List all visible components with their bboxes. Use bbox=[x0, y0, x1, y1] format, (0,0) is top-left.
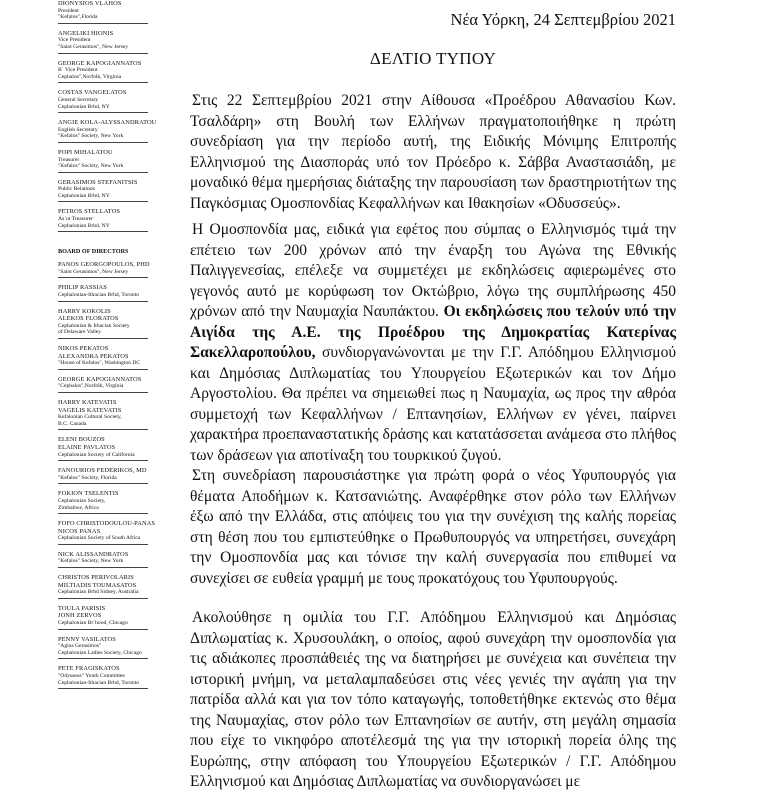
officer-name: ANGIE KOLA-ALYSSANDRATOU bbox=[58, 119, 157, 127]
board-member-detail: Cephalonian Society, bbox=[58, 497, 106, 504]
board-member-detail: "House of Kefalos", Washington DC bbox=[58, 360, 141, 367]
board-member-name: NIKOS PEKATOS bbox=[58, 345, 109, 352]
officer-name: PETROS STELLATOS bbox=[58, 208, 121, 216]
board-member-name: PHILIP RASSIAS bbox=[58, 284, 107, 292]
board-member-entry bbox=[58, 665, 178, 689]
divider bbox=[58, 629, 148, 630]
paragraph-2-text-b: συνδιοργανώνονται με την Γ.Γ. Απόδημου Ελληνισμού και Δημόσιας Διπλωματίας του Υπουργείου Εξωτερικών και τον Δήμο Αργοστολίου. Θα πρέπει να σημειωθεί πως η Ναυμαχία, ως προς την αθρόα συμμετοχή των Κεφαλλήνων / Επτανησίων, Ελλήνων εν γένει, παίρνει χαρακτήρα προεπαναστατικής δράσης και κατατάσσεται ανάμεσα στο πλήθος των δράσεων για αποτίναξη του τουρκικού ζυγού. bbox=[190, 344, 677, 464]
officer-entry bbox=[58, 119, 178, 143]
officer-detail: As΄nt Treasurer bbox=[58, 216, 93, 223]
board-member-name: ELAINE PAVLATOS bbox=[58, 443, 116, 451]
officer-detail: "Kefalos" Society, New York bbox=[58, 133, 124, 140]
board-member-detail: "Saint Gerasimos", New Jersey bbox=[58, 268, 129, 275]
board-member-name: VAGELIS KATEVATIS bbox=[58, 406, 122, 414]
board-member-name: GEORGE KAPOGIANNATOS bbox=[58, 375, 142, 383]
board-member-detail: Kefalonian Cultural Society, bbox=[58, 414, 122, 421]
board-member-name: ALEXANDRA PEKATOS bbox=[58, 352, 129, 360]
officer-entry bbox=[58, 179, 178, 203]
board-member-entry bbox=[58, 261, 178, 278]
paragraph-2-text-a: Η Ομοσπονδία μας, ειδικά για εφέτος που σύμπας ο Ελληνισμός τιμά την επέτειο των 200 χρόνων από την έναρξη του Αγώνα της Εθνικής Παλιγγενεσίας, επέλεξε να συμμετέχει με εκδηλώσεις αφιερωμένες στο γεγονός αυτό με κορύφωση τον Οκτώβριο, λόγω της συμπλήρωσης 450 χρόνων από την Ναυμαχία Ναυπάκτου. bbox=[190, 221, 676, 320]
officer-name: COSTAS VANGELATOS bbox=[58, 89, 127, 97]
paragraph-1: Στις 22 Σεπτεμβρίου 2021 στην Αίθουσα «Προέδρου Αθανασίου Κων. Τσαλδάρη» στη Βουλή των Ελλήνων πραγματοποιήθηκε η πρώτη συνεδρίαση για την περίοδο αυτή, της Ειδικής Μόνιμης Επιτροπής Ελληνισμού της Διασποράς υπό τον Πρόεδρο κ. Σάββα Αναστασιάδη, με μοναδικό θέμα ημερήσιας διάταξης την παρουσίαση των δραστηριοτήτων της Παγκόσμιας Ομοσπονδίας Κεφαλλήνων και Ιθακησίων «Οδυσσεύς». bbox=[190, 92, 676, 212]
divider bbox=[58, 598, 148, 599]
divider bbox=[58, 172, 148, 173]
officer-entry bbox=[58, 149, 178, 173]
board-member-detail: "Kefalos" Society, New York bbox=[58, 558, 124, 565]
officer-entry bbox=[58, 89, 178, 113]
board-member-entry bbox=[58, 636, 178, 660]
board-member-name: NICK ALISSANDRATOS bbox=[58, 550, 129, 558]
divider bbox=[58, 688, 148, 689]
divider bbox=[58, 460, 148, 461]
divider bbox=[58, 142, 148, 143]
divider bbox=[58, 301, 148, 302]
divider bbox=[58, 53, 148, 54]
board-member-detail: B.C. Canada bbox=[58, 420, 87, 427]
divider bbox=[58, 112, 148, 113]
officer-detail: "Saint Gerasimos", New Jersey bbox=[58, 43, 129, 50]
board-member-detail: Cephalonian-Ithacian Brhd, Toronto bbox=[58, 292, 140, 299]
board-member-detail: Cephalonian-Ithacian Brhd, Toronto bbox=[58, 679, 140, 686]
board-member-name: HARRY KOKOLIS bbox=[58, 307, 111, 315]
board-member-entry bbox=[58, 345, 178, 370]
divider bbox=[58, 658, 148, 659]
board-member-entry bbox=[58, 399, 178, 430]
board-member-entry bbox=[58, 605, 178, 630]
paragraph-4: Ακολούθησε η ομιλία του Γ.Γ. Απόδημου Ελληνισμού και Δημόσιας Διπλωματίας κ. Χρυσουλάκη, ο οποίος, αφού συνεχάρη την ομοσπονδία για τις αδιάκοπες προσπάθειές της να διατηρήσει με συνέχεια και συνέπεια την ιστορική μνήμη, να μεταλαμπαδεύσει στις νέες γενιές την αγάπη για την πατρίδα αλλά και για τον τόπο καταγωγής, τοποθετήθηκε εκτενώς στο θέμα της Ναυμαχίας, στον ρόλο των Επτανησίων σε αυτήν, στη μεγάλη σημασία που είχε το νικηφόρο αποτέλεσμά της για την ιστορική πορεία όλης της Ευρώπης, στην απόφαση του Υπουργείου Εξωτερικών / Γ.Γ. Απόδημου Ελληνισμού και Δημόσιας Διπλωματίας να συνδιοργανώσει με bbox=[190, 609, 676, 790]
board-member-entry bbox=[58, 467, 178, 484]
board-member-entry bbox=[58, 308, 178, 339]
board-member-entry bbox=[58, 436, 178, 461]
board-member-entry bbox=[58, 520, 178, 545]
board-member-detail: Cephalonian & Ithacian Society bbox=[58, 322, 130, 329]
board-member-entry bbox=[58, 574, 178, 599]
board-member-entry bbox=[58, 551, 178, 568]
officer-detail: Cephalonian Brhd, NY bbox=[58, 222, 110, 229]
officer-name: ANGELIKI HIONIS bbox=[58, 29, 114, 37]
board-member-name: HARRY KATEVATIS bbox=[58, 398, 117, 406]
board-member-name: FOKION TSELENTIS bbox=[58, 490, 119, 498]
paragraph-2-bold: Οι εκδηλώσεις που τελούν υπό την Αιγίδα της Α.Ε. της Προέδρου της Δημοκρατίας Κατερίνας Σακελλαροπούλου, bbox=[190, 303, 676, 361]
officer-detail: Cephalos",Norfolk, Virginia bbox=[58, 73, 122, 80]
officer-entry bbox=[58, 30, 178, 54]
board-member-entry bbox=[58, 284, 178, 301]
board-heading: BOARD OF DIRECTORS bbox=[58, 248, 129, 256]
board-member-detail: Cephalonian Brhd Sidney, Australia bbox=[58, 589, 139, 596]
board-member-detail: Zimbabwe, Africa bbox=[58, 504, 99, 511]
board-member-name: TOULA PARISIS bbox=[58, 604, 106, 612]
officer-name: GEORGE KAPOGIANNATOS bbox=[58, 59, 142, 67]
divider bbox=[58, 392, 148, 393]
board-member-detail: Cephalonian Society of South Africa bbox=[58, 535, 141, 542]
divider bbox=[58, 369, 148, 370]
board-member-detail: Cephalonian Society of California bbox=[58, 451, 135, 458]
officers-list bbox=[58, 0, 178, 232]
page-title: ΔΕΛΤΙΟ ΤΥΠΟΥ bbox=[369, 49, 497, 68]
board-member-detail: Cephalonian Ladies Society, Chicago bbox=[58, 649, 142, 656]
officer-detail: Cephalonian Brhd, NY bbox=[58, 103, 110, 110]
board-member-entry bbox=[58, 490, 178, 514]
board-member-name: JONH ZERVOS bbox=[58, 612, 102, 620]
board-member-name: PANOS GEORGOPOULOS, PHD bbox=[58, 261, 150, 269]
divider bbox=[58, 23, 148, 24]
officer-detail: Cephalonian Brhd, NY bbox=[58, 192, 110, 199]
divider bbox=[58, 429, 148, 430]
divider bbox=[58, 201, 148, 202]
dateline: Νέα Υόρκη, 24 Σεπτεμβρίου 2021 bbox=[450, 10, 676, 29]
board-member-detail: "Cephalos",Norfolk, Virginia bbox=[58, 383, 124, 390]
board-member-detail: "Odysseus" Youth Committee bbox=[58, 673, 125, 679]
board-member-name: CHRISTOS PERIVOLARIS bbox=[58, 574, 134, 582]
board-member-detail: "Kefalos" Society, Florida bbox=[58, 474, 117, 481]
board-list bbox=[58, 261, 178, 689]
board-member-name: PENNY VASILATOS bbox=[58, 635, 116, 643]
board-member-name: ALEKOS FLORATOS bbox=[58, 315, 119, 323]
officer-detail: English Secretary bbox=[58, 126, 98, 133]
divider bbox=[58, 231, 148, 232]
board-member-name: ELENI BOUZOS bbox=[58, 436, 105, 444]
officer-name: GERASIMOS STEFANITSIS bbox=[58, 178, 138, 186]
officer-detail: Treasurer bbox=[58, 156, 80, 163]
officer-entry bbox=[58, 208, 178, 232]
board-member-detail: "Agios Gerasimos" bbox=[58, 643, 102, 650]
board-member-name: FOFO CHRISTODOULOU-PANAS bbox=[58, 520, 156, 528]
divider bbox=[58, 277, 148, 278]
officer-detail: General Secretary bbox=[58, 96, 99, 103]
board-member-name: FANOURIOS FEDERIKOS, MD bbox=[58, 467, 147, 475]
officer-detail: President bbox=[58, 7, 79, 14]
officer-detail: B΄ Vice President bbox=[58, 67, 98, 74]
paragraph-3: Στη συνεδρίαση παρουσιάστηκε για πρώτη φορά ο νέος Υφυπουργός για θέματα Αποδήμων κ. Κατσανιώτης. Αναφέρθηκε στον ρόλο των Ελλήνων έξω από την Ελλάδα, στις απόψεις του για την συνέχιση της καλής πορείας στη θέση που του εμπιστεύθηκε ο Πρωθυπουργός να υπηρετήσει, συνεχάρη την Ομοσπονδία μας και τόνισε την καλή συνεργασία που επιθυμεί να συνεχίσει σε ευθεία γραμμή με τους προκατόχους του Υφυπουργούς. bbox=[190, 467, 676, 587]
officer-name: DIONYSIOS VLAHOS bbox=[58, 0, 122, 7]
board-member-entry bbox=[58, 376, 178, 393]
officer-entry bbox=[58, 0, 178, 24]
divider bbox=[58, 483, 148, 484]
officer-detail: "Kefalos" Society, New York bbox=[58, 163, 124, 170]
officer-name: POPI MIHALATOU bbox=[58, 148, 113, 156]
officer-detail: Vice President bbox=[58, 37, 91, 44]
paragraph-2 bbox=[190, 220, 676, 466]
divider bbox=[58, 513, 148, 514]
officer-entry bbox=[58, 60, 178, 84]
letterhead-sidebar bbox=[58, 0, 178, 695]
divider bbox=[58, 82, 148, 83]
officer-detail: "Kefalos",Florida bbox=[58, 14, 98, 21]
divider bbox=[58, 544, 148, 545]
board-member-detail: of Delaware Valley bbox=[58, 329, 102, 336]
board-member-name: NICOS PANAS bbox=[58, 527, 101, 535]
board-member-name: PETE FRAGISKATOS bbox=[58, 665, 120, 673]
divider bbox=[58, 338, 148, 339]
officer-detail: Public Relations bbox=[58, 186, 95, 193]
board-member-name: MILTIADIS TOUMASATOS bbox=[58, 581, 137, 589]
divider bbox=[58, 567, 148, 568]
board-member-detail: Cephalonian Br΄hood, Chicago bbox=[58, 620, 128, 627]
